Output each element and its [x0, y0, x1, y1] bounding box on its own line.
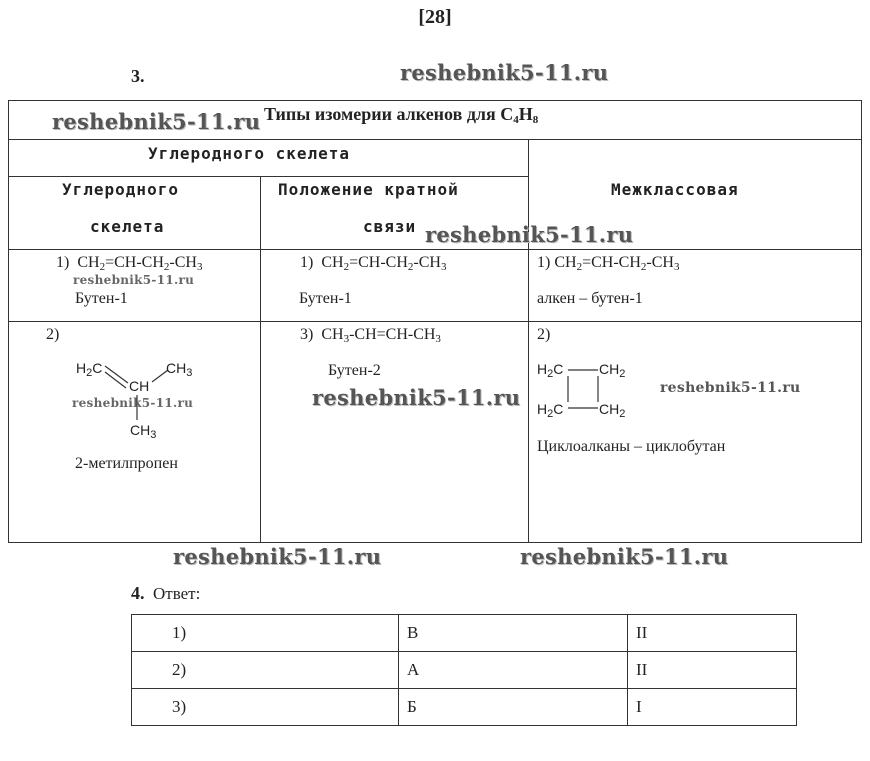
- answer-letter: Б: [399, 689, 628, 726]
- table-title: Типы изомерии алкенов для $C_4H_8$: [264, 104, 539, 126]
- answer-num: 1): [132, 615, 399, 652]
- table-border-top: [8, 100, 862, 101]
- table-row: [132, 689, 797, 726]
- col1-header-line1: Углеродного: [62, 180, 179, 199]
- r2c2-name: Бутен-2: [328, 362, 381, 379]
- table-rule-title: [8, 139, 862, 140]
- r1c2-name: Бутен-1: [299, 290, 352, 307]
- r2c3-name: Циклоалканы – циклобутан: [537, 438, 726, 455]
- r2c2-formula: 3) $CH_3-CH=CH-CH_3$: [300, 326, 441, 345]
- watermark: reshebnik5-11.ru: [400, 60, 609, 85]
- page-number: [28]: [418, 6, 452, 28]
- answer-letter: В: [399, 615, 628, 652]
- watermark: reshebnik5-11.ru: [73, 273, 195, 287]
- ring-br: $CH_2$: [599, 401, 626, 420]
- watermark: reshebnik5-11.ru: [312, 385, 521, 410]
- ring-tr: $CH_2$: [599, 361, 626, 380]
- col2-header-line1: Положение кратной: [278, 180, 459, 199]
- r1c1-name: Бутен-1: [75, 290, 128, 307]
- mol-h2c: $H_2C$: [76, 360, 103, 379]
- table-rule-header: [8, 249, 862, 250]
- answer-table: [131, 614, 797, 726]
- task4-heading: 4. Ответ:: [131, 583, 201, 603]
- mol-ch3-top: $CH_3$: [166, 360, 193, 379]
- watermark: reshebnik5-11.ru: [52, 109, 261, 134]
- watermark: reshebnik5-11.ru: [660, 380, 801, 396]
- r1c3-name: алкен – бутен-1: [537, 290, 643, 307]
- watermark: reshebnik5-11.ru: [173, 544, 382, 569]
- r2c3-num: 2): [537, 326, 551, 343]
- answer-letter: А: [399, 652, 628, 689]
- col3-header: Межклассовая: [611, 180, 739, 199]
- task3-number: 3.: [131, 66, 145, 86]
- answer-roman: II: [628, 652, 797, 689]
- r1c3-formula: 1) $CH_2=CH-CH_2-CH_3$: [537, 254, 680, 273]
- table-col-rule-3: [528, 139, 529, 543]
- col2-header-line2: связи: [363, 217, 417, 236]
- table-row: [132, 652, 797, 689]
- mol-ch: CH: [129, 378, 150, 394]
- watermark: reshebnik5-11.ru: [72, 396, 194, 410]
- watermark: reshebnik5-11.ru: [520, 544, 729, 569]
- table-rule-group: [8, 176, 529, 177]
- table-border-bottom: [8, 542, 862, 543]
- watermark: reshebnik5-11.ru: [425, 222, 634, 247]
- ring-bl: $H_2C$: [537, 401, 564, 420]
- r1c1-formula: 1) $CH_2=CH-CH_2-CH_3$: [56, 254, 203, 273]
- group-header: Углеродного скелета: [148, 144, 351, 163]
- ring-tl: $H_2C$: [537, 361, 564, 380]
- table-rule-row1: [8, 321, 862, 322]
- r2c1-name: 2-метилпропен: [75, 455, 178, 472]
- mol-ch3-bottom: $CH_3$: [130, 422, 157, 441]
- col1-header-line2: скелета: [90, 217, 165, 236]
- answer-num: 2): [132, 652, 399, 689]
- answer-roman: I: [628, 689, 797, 726]
- table-row: [132, 615, 797, 652]
- answer-roman: II: [628, 615, 797, 652]
- table-col-rule-2: [260, 176, 261, 543]
- r1c2-formula: 1) $CH_2=CH-CH_2-CH_3$: [300, 254, 447, 273]
- r2c1-num: 2): [46, 326, 60, 343]
- answer-num: 3): [132, 689, 399, 726]
